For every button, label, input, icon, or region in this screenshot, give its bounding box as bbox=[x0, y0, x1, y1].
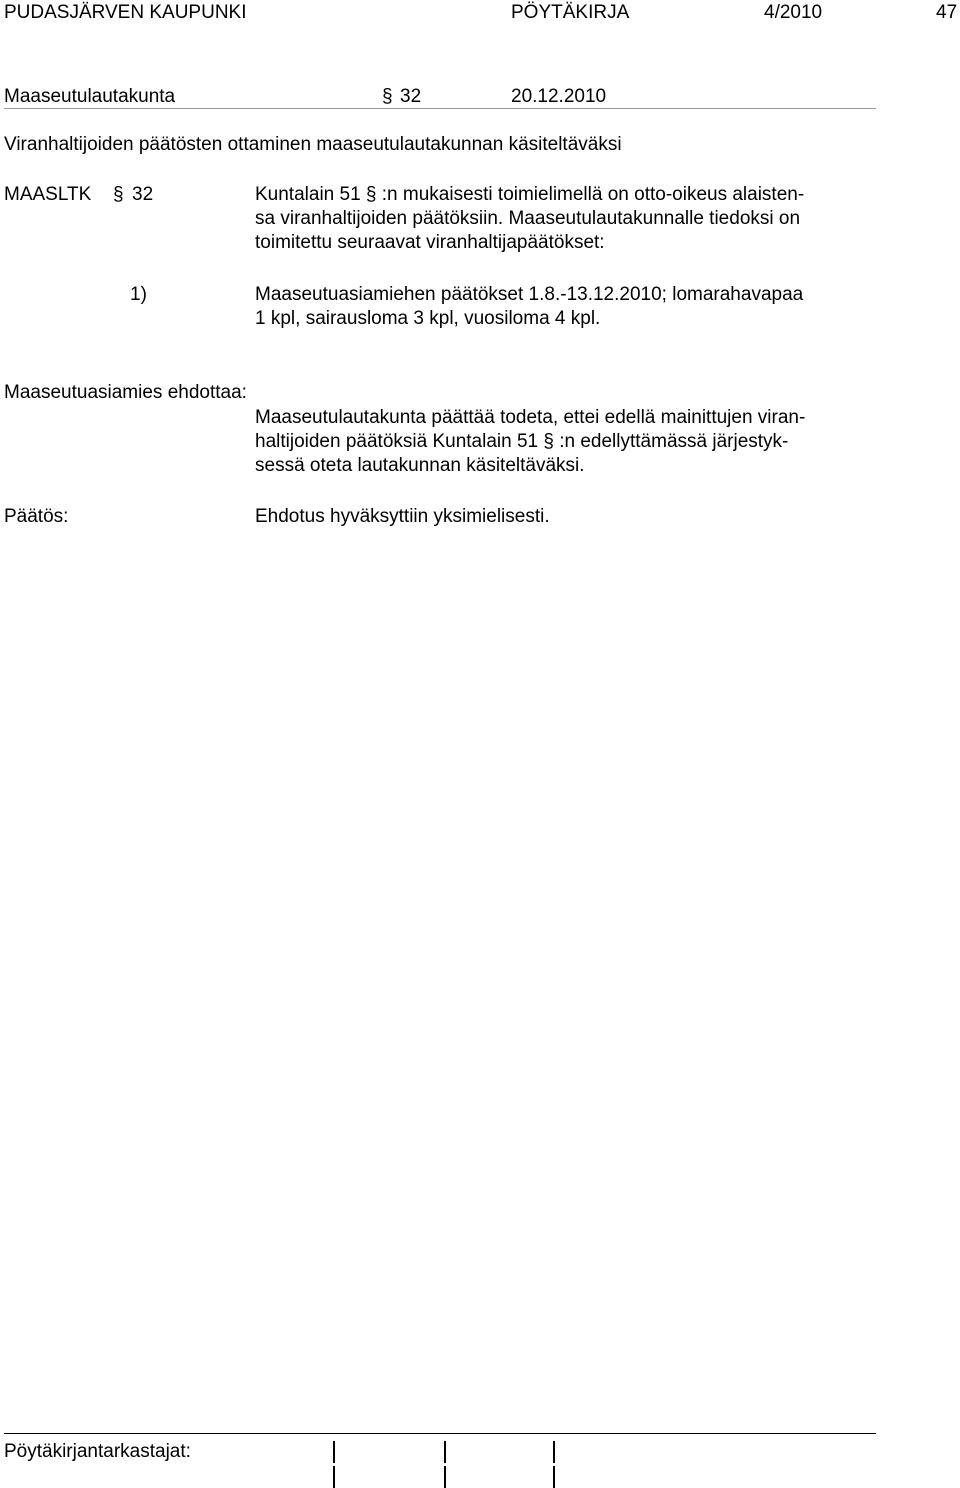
signature-box-divider bbox=[444, 1441, 446, 1463]
decision-label: Päätös: bbox=[4, 506, 69, 527]
list-item-line: 1 kpl, sairausloma 3 kpl, vuosiloma 4 kpl. bbox=[255, 308, 601, 329]
proposal-text-line: haltijoiden päätöksiä Kuntalain 51 § :n edellyttämässä järjestyk- bbox=[255, 431, 789, 452]
list-item bbox=[255, 283, 803, 331]
case-text-line: sa viranhaltijoiden päätöksiin. Maaseutulautakunnalle tiedoksi on bbox=[255, 208, 801, 229]
case-reference: MAASLTK bbox=[4, 184, 92, 205]
meeting-date: 20.12.2010 bbox=[511, 86, 607, 107]
proposal-text-line: Maaseutulautakunta päättää todeta, ettei edellä mainittujen viran- bbox=[255, 407, 806, 428]
case-text-line: toimitettu seuraavat viranhaltijapäätökset: bbox=[255, 232, 605, 253]
signature-box-divider bbox=[553, 1466, 555, 1488]
case-text-line: Kuntalain 51 § :n mukaisesti toimielimellä on otto-oikeus alaisten- bbox=[255, 184, 805, 205]
issue-number: 4/2010 bbox=[764, 2, 823, 23]
proposal-text bbox=[255, 406, 805, 478]
section-number: 32 bbox=[400, 86, 422, 107]
decision-text: Ehdotus hyväksyttiin yksimielisesti. bbox=[255, 506, 550, 527]
proposal-label: Maaseutuasiamies ehdottaa: bbox=[4, 382, 247, 403]
footer-divider bbox=[4, 1433, 876, 1434]
committee-name: Maaseutulautakunta bbox=[4, 86, 176, 107]
signature-box-divider bbox=[444, 1466, 446, 1488]
list-item-line: Maaseutuasiamiehen päätökset 1.8.-13.12.2010; lomarahavapaa bbox=[255, 284, 804, 305]
footer-label: Pöytäkirjantarkastajat: bbox=[4, 1441, 191, 1462]
section-symbol-icon: § bbox=[382, 86, 393, 107]
signature-box-divider bbox=[553, 1441, 555, 1463]
document-type: PÖYTÄKIRJA bbox=[511, 2, 630, 23]
municipality-name: PUDASJÄRVEN KAUPUNKI bbox=[4, 2, 247, 23]
case-section-symbol-icon: § bbox=[113, 184, 124, 205]
header-divider bbox=[4, 108, 876, 109]
signature-box-divider bbox=[333, 1466, 335, 1488]
signature-box-divider bbox=[333, 1441, 335, 1463]
page-number: 47 bbox=[936, 2, 958, 23]
agenda-title: Viranhaltijoiden päätösten ottaminen maaseutulautakunnan käsiteltäväksi bbox=[4, 134, 622, 155]
proposal-text-line: sessä oteta lautakunnan käsiteltäväksi. bbox=[255, 455, 585, 476]
list-marker: 1) bbox=[130, 284, 147, 305]
case-text bbox=[255, 183, 804, 255]
case-number: 32 bbox=[132, 184, 154, 205]
